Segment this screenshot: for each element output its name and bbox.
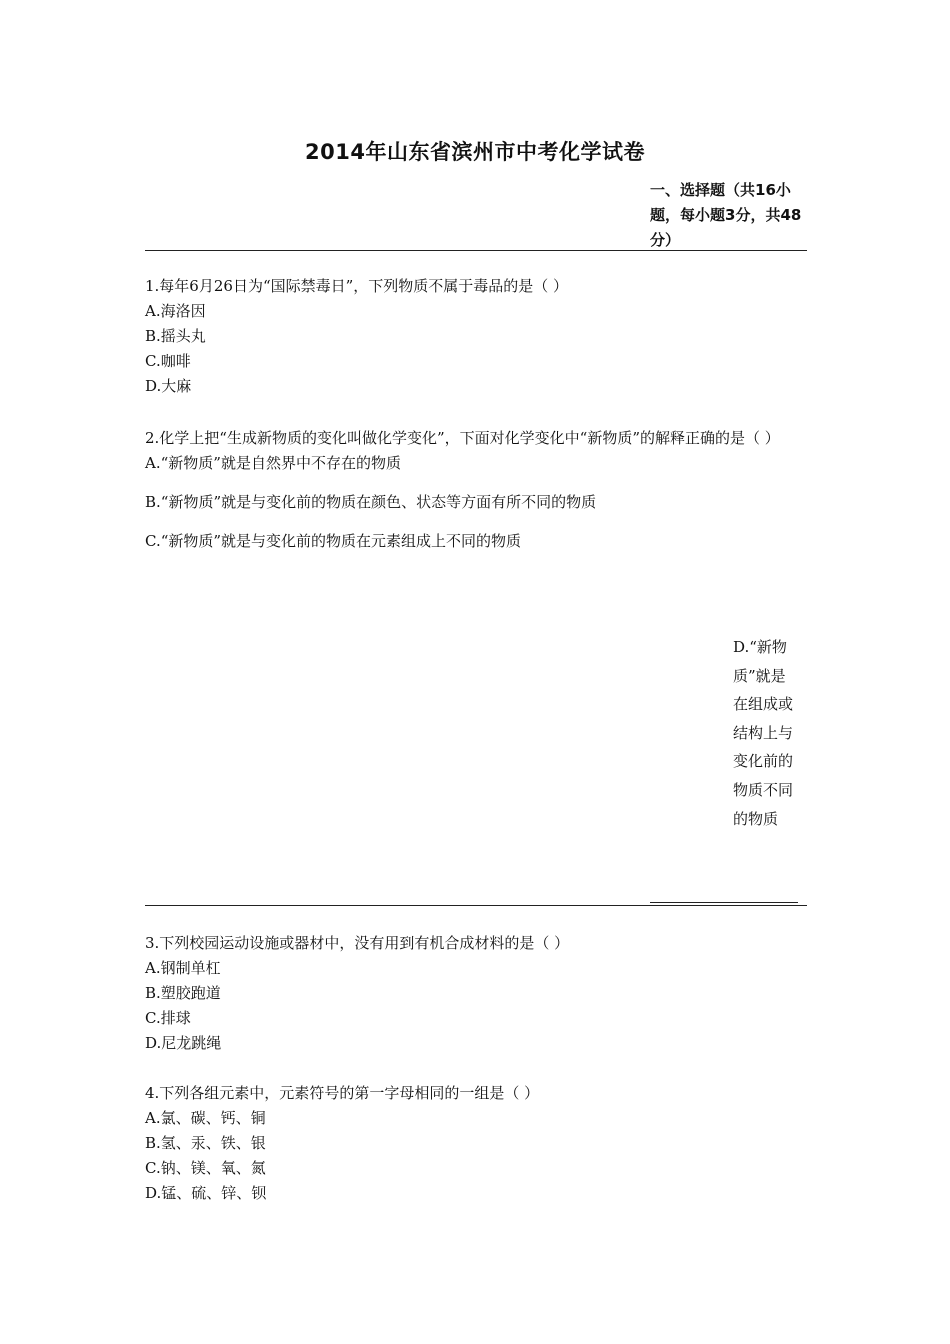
divider-short [650, 902, 798, 903]
question-4 [145, 1081, 805, 1206]
divider [145, 250, 807, 251]
option-c: C.咖啡 [145, 352, 191, 370]
option-b: B.摇头丸 [145, 327, 206, 345]
question-1 [145, 274, 805, 399]
option-d: D.尼龙跳绳 [145, 1034, 222, 1052]
page-title: 2014年山东省滨州市中考化学试卷 [305, 140, 645, 164]
option-c: C.排球 [145, 1009, 191, 1027]
option-b: B.塑胶跑道 [145, 984, 221, 1002]
option-d: D.锰、硫、锌、钡 [145, 1184, 267, 1202]
option-a: A.钢制单杠 [145, 959, 221, 977]
option-d: D.“新物质”就是在组成或结构上与变化前的物质不同的物质 [733, 638, 794, 828]
question-stem: 4.下列各组元素中，元素符号的第一字母相同的一组是（ ） [145, 1084, 540, 1102]
option-d: D.大麻 [145, 377, 192, 395]
option-b: B.“新物质”就是与变化前的物质在颜色、状态等方面有所不同的物质 [145, 493, 597, 511]
question-stem: 1.每年6月26日为“国际禁毒日”，下列物质不属于毒品的是（ ） [145, 277, 569, 295]
question-2 [145, 426, 805, 554]
option-c: C.“新物质”就是与变化前的物质在元素组成上不同的物质 [145, 532, 522, 550]
section-heading: 一、选择题（共16小题，每小题3分，共48分） [650, 181, 802, 249]
question-stem: 2.化学上把“生成新物质的变化叫做化学变化”，下面对化学变化中“新物质”的解释正确的是（ ） [145, 429, 780, 447]
option-c: C.钠、镁、氧、氮 [145, 1159, 266, 1177]
option-a: A.氯、碳、钙、铜 [145, 1109, 266, 1127]
option-a: A.海洛因 [145, 302, 206, 320]
question-stem: 3.下列校园运动设施或器材中，没有用到有机合成材料的是（ ） [145, 934, 570, 952]
divider [145, 905, 807, 906]
option-a: A.“新物质”就是自然界中不存在的物质 [145, 454, 401, 472]
question-3 [145, 931, 805, 1056]
option-b: B.氢、汞、铁、银 [145, 1134, 266, 1152]
